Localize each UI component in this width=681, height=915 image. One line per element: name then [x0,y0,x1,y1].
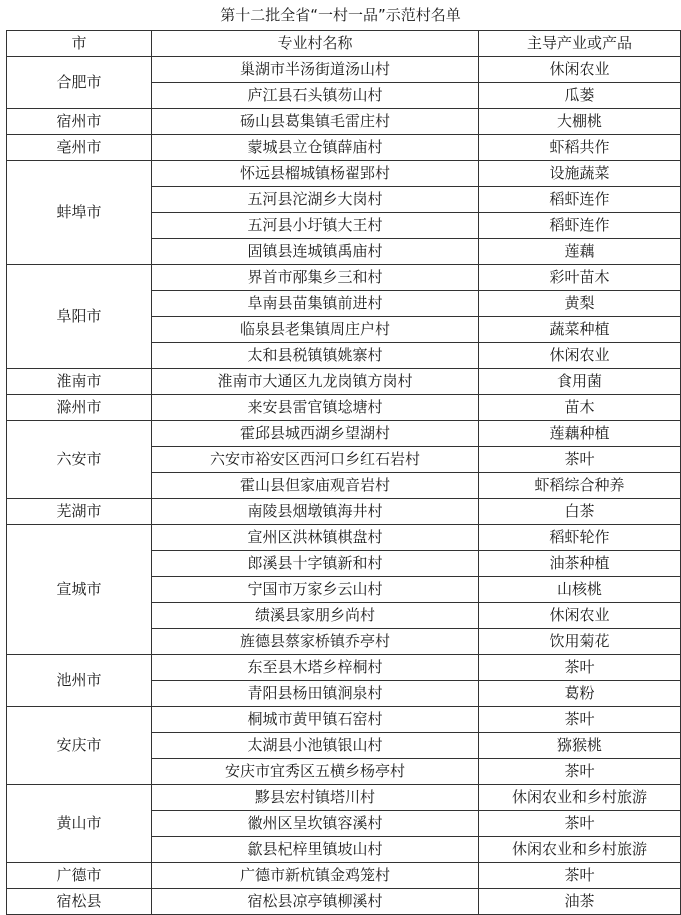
city-cell: 芜湖市 [7,499,152,525]
city-cell: 宣城市 [7,525,152,655]
header-industry: 主导产业或产品 [479,31,681,57]
industry-cell: 饮用菊花 [479,629,681,655]
village-cell: 砀山县葛集镇毛雷庄村 [152,109,479,135]
village-cell: 阜南县苗集镇前进村 [152,291,479,317]
village-cell: 宁国市万家乡云山村 [152,577,479,603]
table-row [7,889,681,915]
industry-cell: 大棚桃 [479,109,681,135]
village-cell: 霍山县但家庙观音岩村 [152,473,479,499]
industry-cell: 茶叶 [479,759,681,785]
industry-cell: 设施蔬菜 [479,161,681,187]
city-cell: 滁州市 [7,395,152,421]
industry-cell: 稻虾连作 [479,213,681,239]
village-cell: 庐江县石头镇芴山村 [152,83,479,109]
table-body [7,57,681,915]
table-row [7,785,681,811]
industry-cell: 休闲农业 [479,603,681,629]
city-cell: 黄山市 [7,785,152,863]
village-cell: 南陵县烟墩镇海井村 [152,499,479,525]
city-cell: 淮南市 [7,369,152,395]
industry-cell: 油茶 [479,889,681,915]
industry-cell: 蔬菜种植 [479,317,681,343]
village-cell: 歙县杞梓里镇坡山村 [152,837,479,863]
table-row [7,655,681,681]
city-cell: 宿松县 [7,889,152,915]
city-cell: 蚌埠市 [7,161,152,265]
header-row [7,31,681,57]
village-cell: 太和县税镇镇姚寨村 [152,343,479,369]
table-row [7,265,681,291]
city-cell: 池州市 [7,655,152,707]
city-cell: 广德市 [7,863,152,889]
village-cell: 来安县雷官镇埝塘村 [152,395,479,421]
village-cell: 安庆市宜秀区五横乡杨亭村 [152,759,479,785]
industry-cell: 稻虾轮作 [479,525,681,551]
village-cell: 绩溪县家朋乡尚村 [152,603,479,629]
industry-cell: 瓜蒌 [479,83,681,109]
industry-cell: 虾稻共作 [479,135,681,161]
table-row [7,135,681,161]
industry-cell: 茶叶 [479,655,681,681]
table-row [7,421,681,447]
table-row [7,863,681,889]
table-row [7,395,681,421]
table-row [7,369,681,395]
industry-cell: 猕猴桃 [479,733,681,759]
industry-cell: 茶叶 [479,863,681,889]
industry-cell: 茶叶 [479,707,681,733]
city-cell: 合肥市 [7,57,152,109]
village-cell: 旌德县蔡家桥镇乔亭村 [152,629,479,655]
village-cell: 太湖县小池镇银山村 [152,733,479,759]
industry-cell: 稻虾连作 [479,187,681,213]
industry-cell: 休闲农业和乡村旅游 [479,837,681,863]
industry-cell: 白茶 [479,499,681,525]
table-row [7,499,681,525]
industry-cell: 茶叶 [479,447,681,473]
village-cell: 固镇县连城镇禹庙村 [152,239,479,265]
village-cell: 临泉县老集镇周庄户村 [152,317,479,343]
village-cell: 宿松县凉亭镇柳溪村 [152,889,479,915]
city-cell: 安庆市 [7,707,152,785]
table-row [7,57,681,83]
village-cell: 怀远县榴城镇杨翟郢村 [152,161,479,187]
header-village: 专业村名称 [152,31,479,57]
village-cell: 界首市邴集乡三和村 [152,265,479,291]
village-table [6,30,681,915]
village-cell: 郎溪县十字镇新和村 [152,551,479,577]
city-cell: 亳州市 [7,135,152,161]
table-row [7,161,681,187]
village-cell: 五河县小圩镇大王村 [152,213,479,239]
village-cell: 黟县宏村镇塔川村 [152,785,479,811]
village-cell: 淮南市大通区九龙岗镇方岗村 [152,369,479,395]
industry-cell: 彩叶苗木 [479,265,681,291]
industry-cell: 油茶种植 [479,551,681,577]
industry-cell: 莲藕 [479,239,681,265]
city-cell: 宿州市 [7,109,152,135]
village-cell: 霍邱县城西湖乡望湖村 [152,421,479,447]
table-row [7,109,681,135]
village-cell: 宣州区洪林镇棋盘村 [152,525,479,551]
village-cell: 徽州区呈坎镇容溪村 [152,811,479,837]
industry-cell: 茶叶 [479,811,681,837]
industry-cell: 休闲农业 [479,57,681,83]
village-cell: 桐城市黄甲镇石窑村 [152,707,479,733]
table-row [7,707,681,733]
industry-cell: 莲藕种植 [479,421,681,447]
city-cell: 六安市 [7,421,152,499]
document-title: 第十二批全省“一村一品”示范村名单 [220,6,461,24]
city-cell: 阜阳市 [7,265,152,369]
village-cell: 蒙城县立仓镇薛庙村 [152,135,479,161]
village-cell: 六安市裕安区西河口乡红石岩村 [152,447,479,473]
industry-cell: 葛粉 [479,681,681,707]
village-cell: 广德市新杭镇金鸡笼村 [152,863,479,889]
industry-cell: 食用菌 [479,369,681,395]
village-cell: 巢湖市半汤街道汤山村 [152,57,479,83]
industry-cell: 虾稻综合种养 [479,473,681,499]
industry-cell: 黄梨 [479,291,681,317]
header-city: 市 [7,31,152,57]
industry-cell: 休闲农业和乡村旅游 [479,785,681,811]
village-cell: 五河县沱湖乡大岗村 [152,187,479,213]
table-row [7,525,681,551]
industry-cell: 苗木 [479,395,681,421]
industry-cell: 山核桃 [479,577,681,603]
village-cell: 青阳县杨田镇涧泉村 [152,681,479,707]
industry-cell: 休闲农业 [479,343,681,369]
village-cell: 东至县木塔乡梓桐村 [152,655,479,681]
